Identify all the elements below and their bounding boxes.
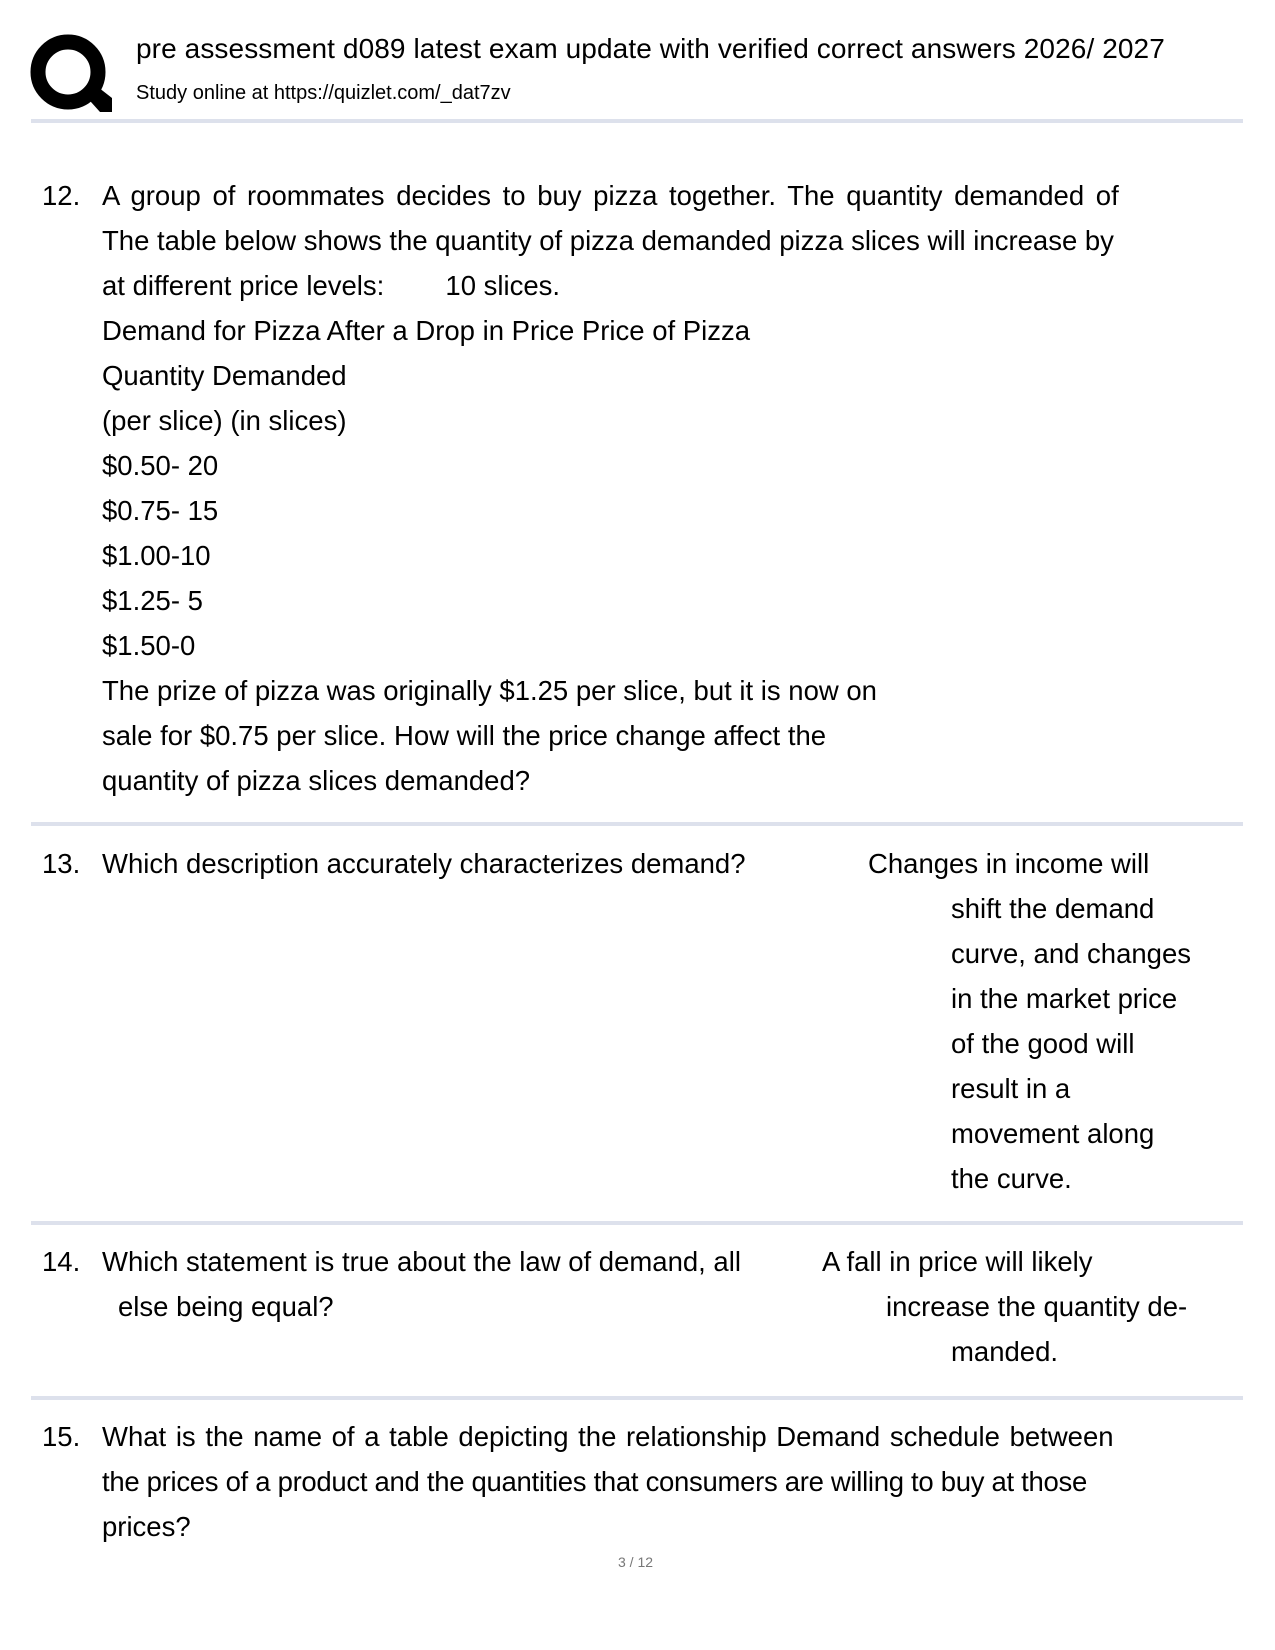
table-title: Demand for Pizza After a Drop in Price Price of Pizza: [102, 315, 751, 346]
table-row: $0.75- 15: [102, 495, 219, 526]
study-online-link[interactable]: Study online at https://quizlet.com/_dat7zv: [136, 82, 511, 104]
answer-line: the curve.: [951, 1163, 1072, 1194]
card-number: 12.: [42, 180, 81, 211]
document-title: pre assessment d089 latest exam update with verified correct answers 2026/ 2027: [136, 33, 1165, 64]
question-line: A group of roommates decides to buy pizza together. The quantity demanded of: [102, 180, 1119, 211]
question-line: quantity of pizza slices demanded?: [102, 765, 531, 796]
question-line: The prize of pizza was originally $1.25 per slice, but it is now on: [102, 675, 877, 706]
card-number: 14.: [42, 1246, 81, 1277]
answer-line: in the market price: [951, 983, 1178, 1014]
question-line: sale for $0.75 per slice. How will the price change affect the: [102, 720, 827, 751]
answer-line: A fall in price will likely: [822, 1246, 1093, 1277]
answer-line: Changes in income will: [868, 848, 1150, 879]
question-line: at different price levels: 10 slices.: [102, 270, 561, 301]
table-header: Quantity Demanded: [102, 360, 347, 391]
answer-line: of the good will: [951, 1028, 1135, 1059]
question-line: Which statement is true about the law of demand, all: [102, 1246, 741, 1277]
card-divider: [31, 822, 1243, 826]
table-row: $1.25- 5: [102, 585, 203, 616]
table-row: $0.50- 20: [102, 450, 219, 481]
header-divider: [31, 119, 1243, 123]
answer-line: curve, and changes: [951, 938, 1192, 969]
answer-text: Demand schedule: [776, 1421, 1000, 1452]
answer-line: manded.: [951, 1336, 1059, 1367]
card-number: 15.: [42, 1421, 81, 1452]
table-row: $1.50-0: [102, 630, 196, 661]
card-divider: [31, 1221, 1243, 1225]
quizlet-logo-icon: [30, 34, 112, 114]
page-number: 3 / 12: [618, 1554, 654, 1570]
question-line: The table below shows the quantity of pizza demanded pizza slices will increase by: [102, 225, 1114, 256]
question-line: the prices of a product and the quantities that consumers are willing to buy at those: [102, 1466, 1087, 1497]
answer-line: shift the demand: [951, 893, 1155, 924]
question-line: prices?: [102, 1511, 191, 1542]
answer-line: movement along: [951, 1118, 1155, 1149]
card-number: 13.: [42, 848, 81, 879]
table-row: $1.00-10: [102, 540, 211, 571]
question-line: else being equal?: [118, 1291, 334, 1322]
answer-line: result in a: [951, 1073, 1071, 1104]
table-header: (per slice) (in slices): [102, 405, 347, 436]
question-text: Which description accurately characterizes demand?: [102, 848, 746, 879]
card-divider: [31, 1396, 1243, 1400]
answer-line: increase the quantity de-: [886, 1291, 1188, 1322]
question-line: What is the name of a table depicting the relationship Demand schedule between: [102, 1421, 1114, 1452]
